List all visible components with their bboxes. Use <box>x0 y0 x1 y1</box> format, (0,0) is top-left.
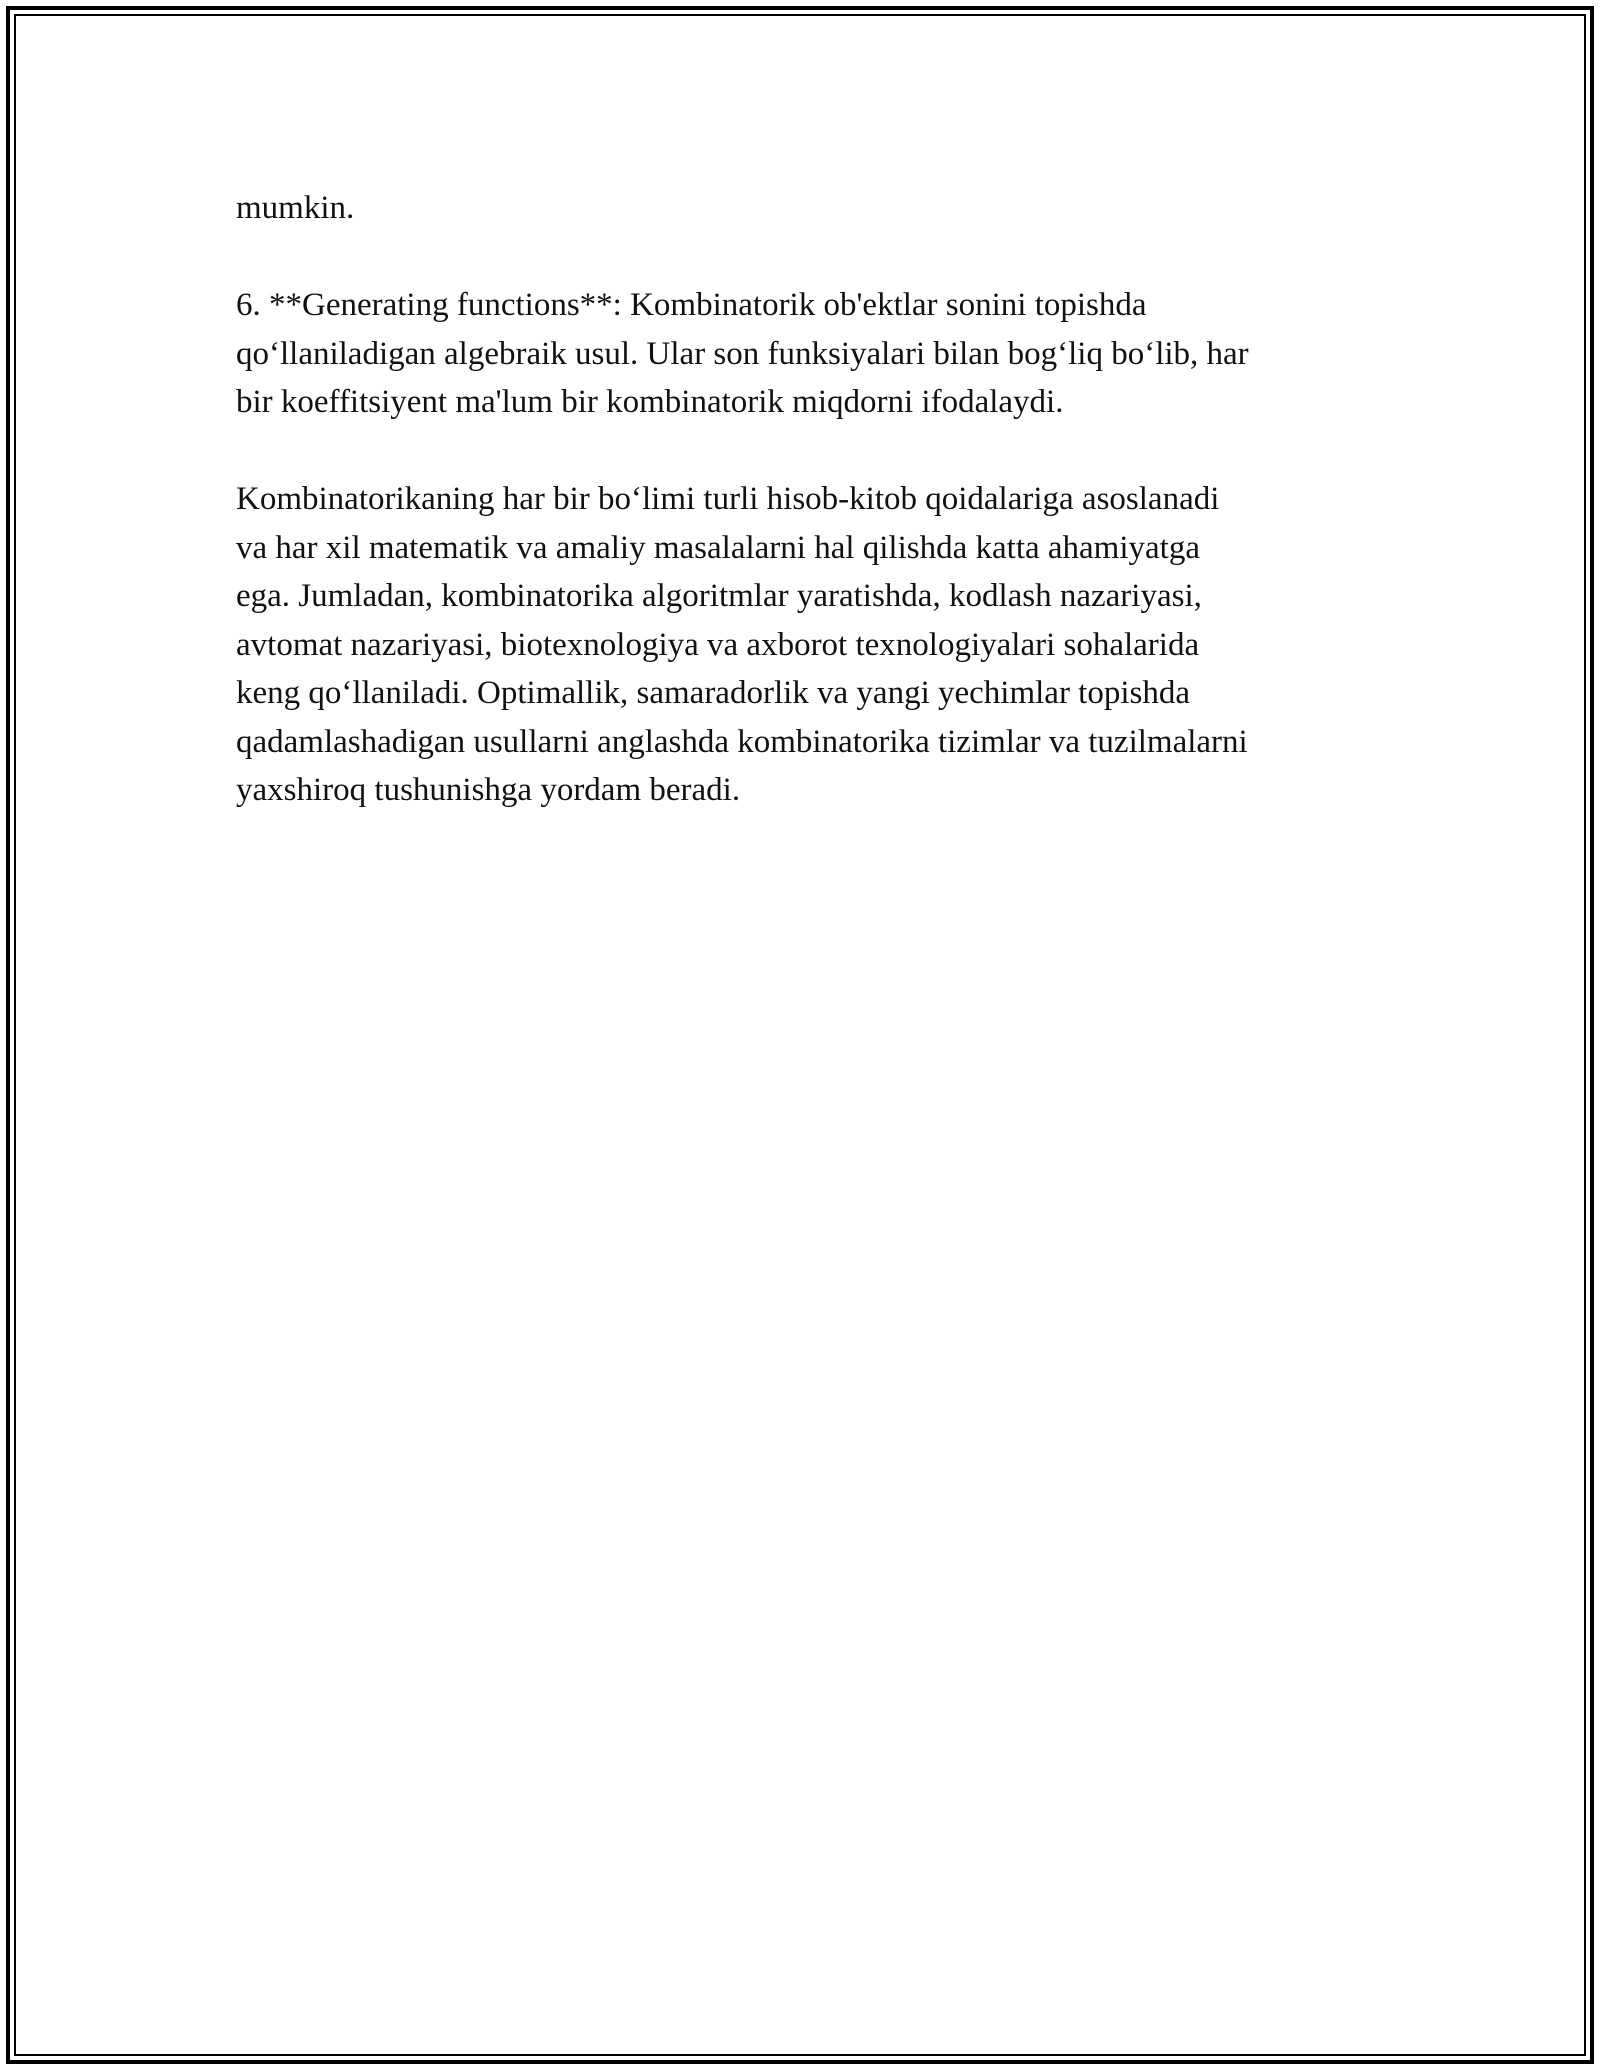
paragraph-generating-functions <box>236 281 1366 427</box>
text-line: yaxshiroq tushunishga yordam beradi. <box>236 772 741 808</box>
paragraph-conclusion <box>236 475 1366 815</box>
text-line: ega. Jumladan, kombinatorika algoritmlar yaratishda, kodlash nazariyasi, <box>236 578 1202 614</box>
text-line: bir koeffitsiyent ma'lum bir kombinatorik miqdorni ifodalaydi. <box>236 384 1064 420</box>
text-line: mumkin. <box>236 190 355 226</box>
text-line: va har xil matematik va amaliy masalalarni hal qilishda katta ahamiyatga <box>236 529 1200 566</box>
page-body <box>236 184 1366 863</box>
text-line: qadamlashadigan usullarni anglashda kombinatorika tizimlar va tuzilmalarni <box>236 723 1248 760</box>
paragraph-continuation <box>236 184 1366 233</box>
text-line: keng qo‘llaniladi. Optimallik, samaradorlik va yangi yechimlar topishda <box>236 675 1191 711</box>
text-line: 6. **Generating functions**: Kombinatorik ob'ektlar sonini topishda <box>236 287 1147 323</box>
text-line: avtomat nazariyasi, biotexnologiya va axborot texnologiyalari sohalarida <box>236 626 1200 663</box>
text-line: qo‘llaniladigan algebraik usul. Ular son funksiyalari bilan bog‘liq bo‘lib, har <box>236 335 1249 372</box>
text-line: Kombinatorikaning har bir bo‘limi turli hisob-kitob qoidalariga asoslanadi <box>236 481 1220 517</box>
